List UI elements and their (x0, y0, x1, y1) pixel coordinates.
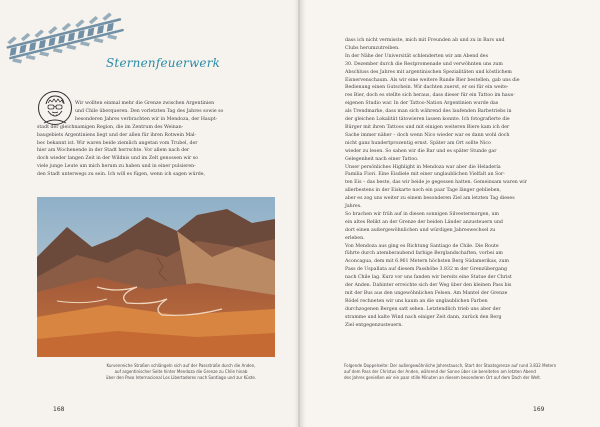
text-line: Familia Fiori. Eine Eisdiele mit einer unglaublichen Vielfalt an Sor- (345, 172, 505, 178)
text-line: nicht ganz hundertprozentig ernst. Später am Ort sollte Nico (345, 140, 491, 146)
text-line: ten Eis – das beste, das wir beide je gegessen hatten. Gemeinsam waren wir (345, 180, 527, 186)
text-line: Von Mendoza aus ging es Richtung Santiago de Chile. Die Route (345, 243, 499, 249)
text-line: mit der Bus aus den ungewöhnlichen Felsen. Am Mantel der Grenze (345, 291, 508, 296)
text-line: ein altes Relikt an der Grenze der beiden Länder anzusteuern und (345, 219, 503, 225)
mountain-road-photo (37, 197, 275, 357)
right-body-text (345, 37, 567, 330)
page-number-right: 169 (533, 406, 545, 413)
text-line: den Stadt unterwegs zu sein. Ich will es fügen, wenn ich sagen würde, (37, 172, 205, 178)
caption-line: des Jahres genießen wir ein paar stille Minuten an diesem besonderen Ort auf dem Dach der Welt. (344, 375, 542, 381)
caption-line: auf dem Pass der Christus der Anden, während der Sonne über sie bereiteten am letzten Abend (344, 369, 536, 375)
text-line: res Bier, doch es stellte sich heraus, dass dieser für ein Tattoo im haus- (345, 93, 515, 99)
right-caption (344, 363, 557, 382)
text-line: der Anden. Dahinter erreichte sich der Weg über den kleinen Pass bis (345, 283, 512, 289)
text-line: nach Chile lag. Kurz vor uns fanden wir bereits eine Statue der Christ (345, 275, 512, 281)
text-line: dort einen außergewöhnlichen und würdigen Jahreswechsel zu (345, 227, 496, 233)
text-line: Unser persönliches Highlight in Mendoza war aber die Heladería (345, 164, 501, 170)
text-line: eigenen Studio war. In der Tattoo-Nation Argentinien wurde das (345, 101, 499, 107)
text-line: besonderen Jahres verbrachten wir in Mendoza, der Haupt- (75, 116, 218, 122)
text-line: Abschluss des Jahres mit argentinischen Spezialitäten und köstlichem (345, 69, 512, 75)
text-line: In der Nähe der Universität schlenderten wir am Abend des (345, 53, 488, 59)
caption-line: auf argentinischer Seite hinter Mendoza die Grenze zu Chile hinab (114, 369, 248, 375)
text-line: und Chile überqueren. Den vorletzten Tag des Jahres sowie so (75, 108, 224, 114)
text-line: Clubs herumzutreiben. (345, 45, 400, 51)
left-page (0, 0, 298, 427)
text-line: allerbestens in der Eiskarte noch ein paar Tage länger geblieben, (345, 188, 501, 194)
text-line: erleben. (345, 235, 365, 241)
text-line: Eisnervenschaum. Als wir eine weitere Runde Bier bestellen, gab uns die (345, 77, 520, 83)
text-line: Ziel entgegenzusteuern. (345, 322, 403, 328)
text-line: stadt der gleichnamigen Region, die im Zentrum des Weinan- (37, 124, 184, 130)
text-line: führte durch atemberaubend farbige Berglandschaften, vorbei am (345, 251, 503, 257)
book-gutter (294, 0, 306, 427)
photo-caption (82, 363, 280, 382)
text-line: So brachen wir früh auf in diesen sonnigen Silvestermorgen, um (345, 211, 499, 217)
text-line: durchzogenen Bergen satt sehen. Letztendlich trieb uns aber der (345, 306, 501, 312)
text-line: Bedienung einen Gutschein. Wir dachten zuerst, er sei für ein weite- (345, 85, 509, 91)
text-line: baugebiets Argentiniens liegt und der allen für ihren Rotwein Mal- (37, 132, 197, 138)
text-line: doch wieder langen Zeit in der Wildnis und im Zelt genossen wir so (37, 156, 198, 162)
text-line: Gelegenheit nach einer Tattoo. (345, 156, 419, 162)
text-line: Rödel rechneten wir uns kaum an die unglaublichen Farben (345, 298, 488, 304)
text-line: Wir wollten einmal mehr die Grenze zwischen Argentinien (75, 101, 215, 106)
text-line: Pass de Uspallata auf diesem Passhöhe 3.832 m der Grenzübergang (345, 267, 507, 273)
text-line: Sache immer näher – doch wenn Nico wieder war es dann wohl doch (345, 132, 510, 138)
text-line: bec bekannt ist. Wir waren beide ziemlich angetan vom Trubel, der (37, 140, 198, 146)
text-line: stramme und kalte Wind nach einiger Zeit dann, zurück den Berg (345, 314, 502, 320)
text-line: 30. Dezember durch die Restpromenade und verwöhnten uns zum (345, 61, 503, 67)
text-line: als Trendmarke, dass man sich während des laufenden Barbetriebs in (345, 109, 512, 115)
caption-line: Folgende Doppelseite: Der außergewöhnliche Jahrestausch, Start der Staatsgrenze auf rund 3.832 Metern (344, 363, 557, 368)
left-body-text (37, 100, 273, 179)
text-line: Jahres. (345, 204, 362, 210)
text-line: viele junge Leute um mich herum zu haben und in einer pulsieren- (37, 164, 196, 170)
text-line: hier am Wochenende in der Stadt herrschte. Vor allem nach der (37, 148, 190, 154)
tire-track-ornament (6, 18, 124, 58)
text-line: Aconcagua, dem mit 6.961 Metern höchsten Berg Südamerikas, zum (345, 259, 509, 265)
page-number-left: 168 (53, 406, 65, 413)
caption-line: Kurvenreiche Straßen schlängeln sich auf der Passstraße durch die Anden, (106, 363, 256, 368)
chapter-title: Sternenfeuerwerk (106, 56, 221, 70)
text-line: wieder zu lesen. So sahen wir die Bar und es später Stunde gar (345, 148, 497, 154)
text-line: Bürger mit ihren Tattoos und mit einigen weiteren Biere kam ich der (345, 124, 510, 130)
text-line: der gleichen Lokalität tätowieren lassen konnte. Ich fotografierte die (345, 117, 510, 123)
text-line: aber es zog uns weiter zu einem besonderen Ziel am letzten Tag dieses (345, 196, 515, 202)
caption-line: über den Paso Internacional Los Libertadores nach Santiago und zur Küste. (105, 375, 257, 381)
text-line: dass ich nicht vermisste, mich mit Freunden ab und zu in Bars und (345, 38, 505, 43)
